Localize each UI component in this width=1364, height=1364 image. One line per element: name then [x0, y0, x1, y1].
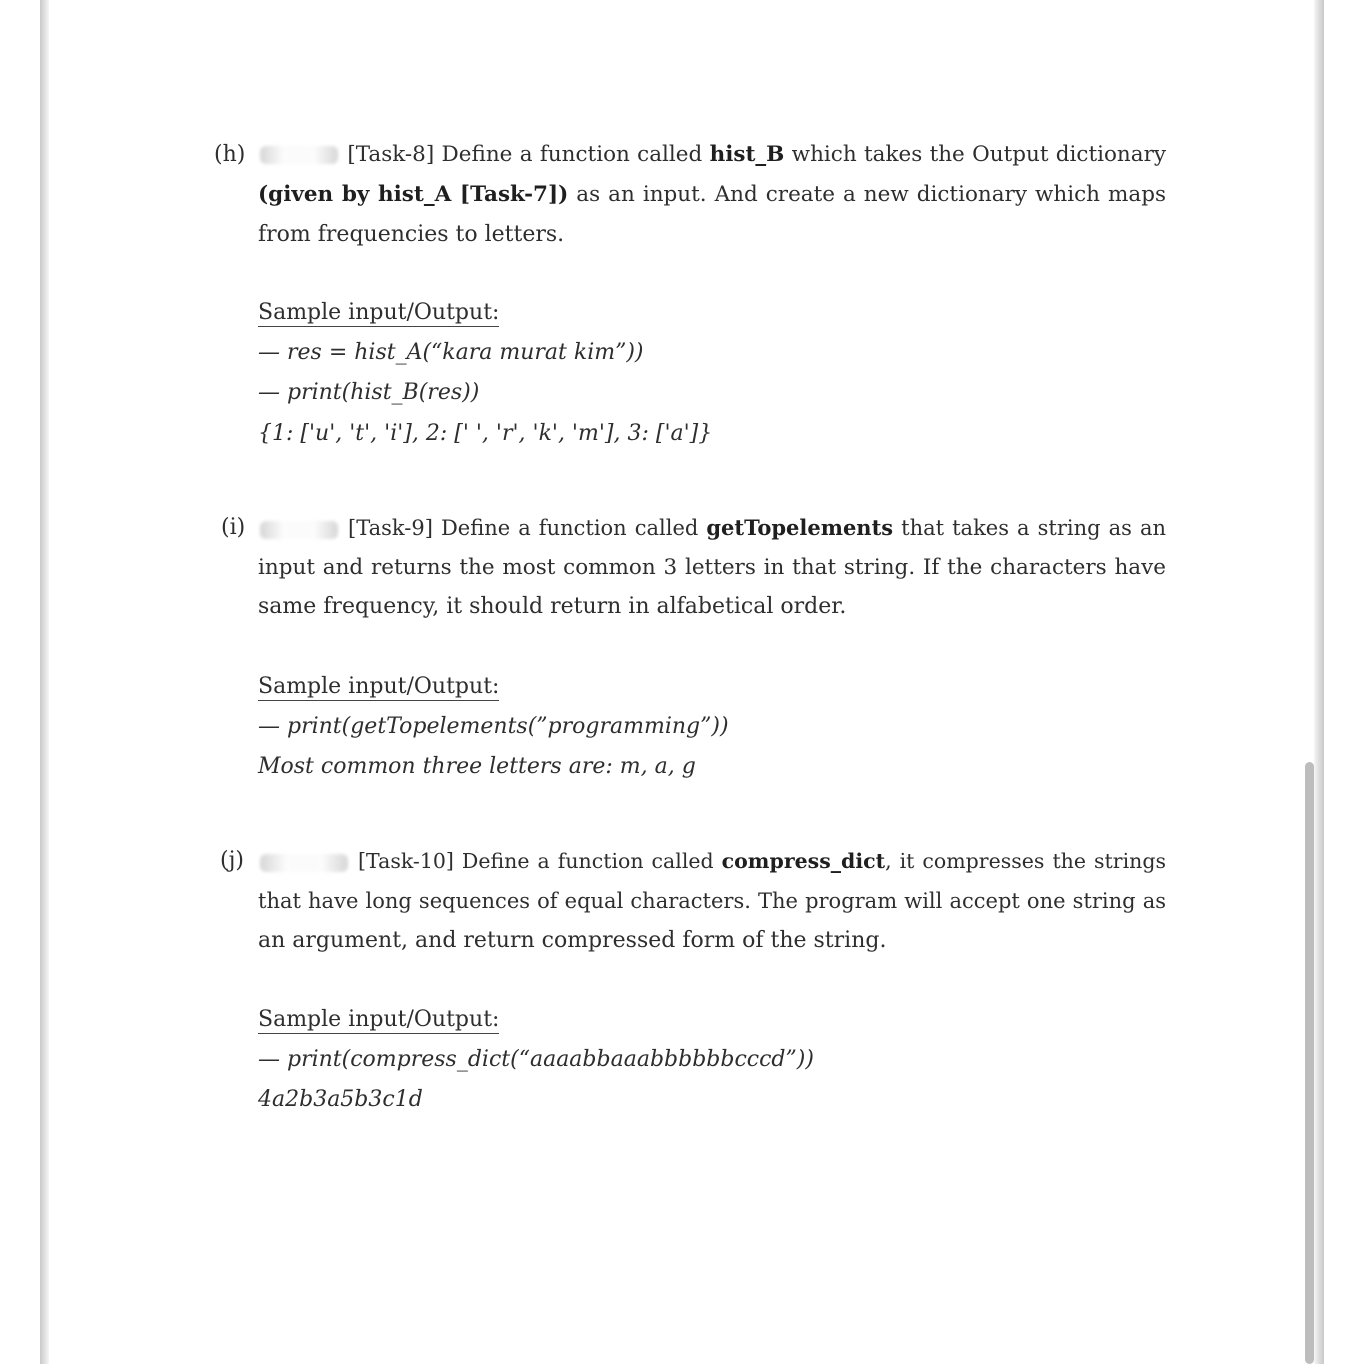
task-text-line: input and returns the most common 3 letters in that string. If the characters have: [258, 555, 1166, 580]
task-text-line: [258, 514, 1166, 542]
page-left-shadow: [40, 0, 49, 1364]
redacted-points-mark: [260, 854, 348, 872]
sample-output: 4a2b3a5b3c1d: [258, 1087, 423, 1112]
text-span: , it compresses the strings: [885, 849, 1166, 873]
sample-heading: [258, 673, 499, 701]
sample-output: Most common three letters are: m, a, g: [258, 754, 696, 779]
sample-line: — print(getTopelements(”programming”)): [258, 714, 729, 739]
sample-heading: [258, 299, 499, 327]
sample-heading: [258, 1006, 499, 1034]
task-text-line: [258, 847, 1166, 875]
task-text-line: [258, 141, 1166, 169]
task-label: (i): [221, 515, 246, 540]
text-span: which takes the Output dictionary: [784, 142, 1166, 167]
task-text-line: that have long sequences of equal characters. The program will accept one string as: [258, 889, 1166, 913]
task-label: (h): [214, 142, 246, 167]
redacted-points-mark: [260, 146, 338, 164]
sample-output: {1: ['u', 't', 'i'], 2: [' ', 'r', 'k', 'm'], 3: ['a']}: [258, 421, 713, 446]
text-span: [Task-10] Define a function called: [358, 849, 722, 873]
text-span: [Task-8] Define a function called: [347, 142, 710, 167]
function-name: hist_B: [709, 142, 785, 167]
text-span: that takes a string as an: [893, 516, 1166, 540]
task-text-line: an argument, and return compressed form of the string.: [258, 928, 887, 953]
task-label: (j): [220, 848, 244, 873]
sample-heading-text: Sample input/Output:: [258, 300, 500, 325]
sample-line: — print(compress_dict(“aaaabbaaabbbbbbcccd”)): [258, 1047, 814, 1072]
function-name: getTopelements: [706, 515, 894, 540]
task-text-line: [258, 181, 1166, 209]
redacted-points-mark: [260, 521, 338, 539]
function-name: compress_dict: [721, 849, 886, 873]
task-text-line: same frequency, it should return in alfabetical order.: [258, 594, 847, 619]
text-span: [Task-9] Define a function called: [348, 516, 707, 540]
sample-heading-text: Sample input/Output:: [258, 674, 500, 699]
sample-line: — print(hist_B(res)): [258, 380, 480, 405]
vertical-scrollbar-thumb[interactable]: [1305, 762, 1314, 1364]
text-span: as an input. And create a new dictionary which maps: [568, 182, 1166, 207]
sample-heading-text: Sample input/Output:: [258, 1007, 500, 1032]
task-text-line: from frequencies to letters.: [258, 222, 565, 247]
sample-line: — res = hist_A(“kara murat kim”)): [258, 340, 644, 365]
page-right-shadow: [1314, 0, 1324, 1364]
bold-reference: (given by hist_A [Task-7]): [258, 182, 569, 207]
